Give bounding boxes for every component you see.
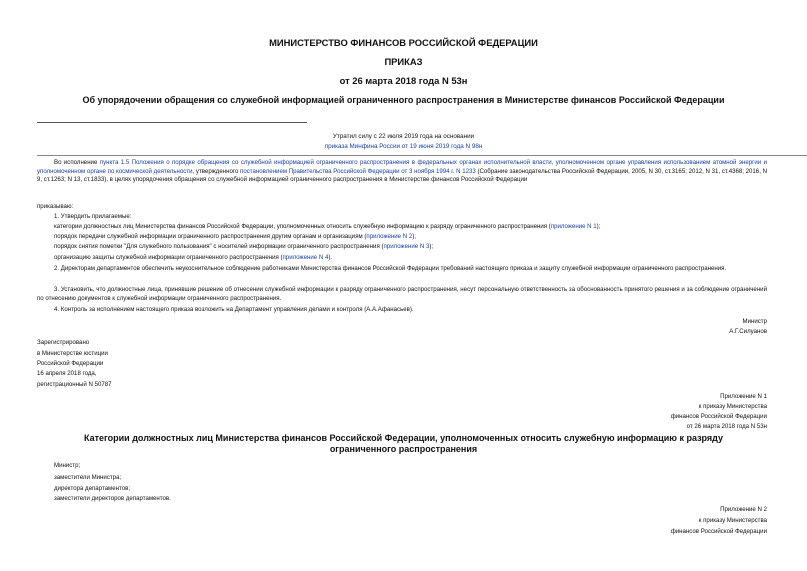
item-text: ). bbox=[328, 254, 333, 261]
document-title: Об упорядочении обращения со служебной информацией ограниченного распространения в Министерстве финансов Российской Федерации bbox=[82, 95, 725, 105]
appendix-4-link[interactable]: приложение N 4 bbox=[282, 254, 329, 261]
item-1b bbox=[54, 233, 416, 242]
item-text: организацию защиты служебной информации ограниченного распространения ( bbox=[54, 254, 283, 261]
item-text: порядок снятия пометки "Для служебного пользования" с носителей информации ограниченного распространения ( bbox=[54, 243, 384, 250]
item-1: 1. Утвердить прилагаемые: bbox=[54, 213, 132, 220]
appendix-1-label: Приложение N 1 bbox=[720, 393, 767, 400]
registration-line: Зарегистрировано bbox=[37, 339, 90, 346]
divider bbox=[37, 122, 307, 123]
list-item: директора департаментов; bbox=[54, 485, 131, 492]
registration-line: в Министерстве юстиции bbox=[37, 350, 108, 357]
item-1a bbox=[54, 223, 600, 232]
preamble-text: , утвержденного bbox=[192, 167, 241, 175]
item-text: категории должностных лиц Министерства финансов Российской Федерации, уполномоченных относить служебную информацию к разряду ограниченного распространения ( bbox=[54, 223, 551, 230]
ministry-heading: МИНИСТЕРСТВО ФИНАНСОВ РОССИЙСКОЙ ФЕДЕРАЦИИ bbox=[269, 37, 538, 48]
preamble-text: (Собрание законодательства Российской Федерации, 2005, N 30, ст.3165; 2012, N 31, ст.4368; 2016, N 9, ст.1263; N 13, ст.1833), в целях упорядочения обращения со служебной информацией ограниченного распространения в Министерстве финансов Российской Федерации bbox=[37, 167, 767, 184]
status-note: Утратил силу с 22 июля 2019 года на основании bbox=[332, 133, 475, 140]
item-text: порядок передачи служебной информации ограниченного распространения другим органам и организациям ( bbox=[54, 233, 367, 240]
divider bbox=[37, 155, 807, 156]
signature-name: А.Г.Силуанов bbox=[729, 328, 767, 335]
appendix-2-ref: финансов Российской Федерации bbox=[670, 528, 767, 535]
order-word: приказываю: bbox=[37, 203, 74, 210]
appendix-1-ref: финансов Российской Федерации bbox=[670, 413, 767, 420]
document-date: от 26 марта 2018 года N 53н bbox=[339, 75, 468, 86]
appendix-1-ref: к приказу Министерства bbox=[698, 403, 767, 410]
appendix-2-link[interactable]: приложение N 2 bbox=[366, 233, 413, 240]
appendix-3-link[interactable]: приложение N 3 bbox=[383, 243, 430, 250]
list-item: Министр; bbox=[54, 462, 81, 469]
preamble-paragraph bbox=[37, 159, 767, 185]
item-text: ); bbox=[412, 233, 416, 240]
item-text: ); bbox=[429, 243, 434, 250]
item-1c bbox=[54, 243, 433, 252]
registration-number: регистрационный N 50787 bbox=[37, 381, 112, 388]
list-item: заместители Министра; bbox=[54, 474, 122, 481]
appendix-1-date: от 26 марта 2018 года N 53н bbox=[686, 423, 767, 430]
appendix-2-ref: к приказу Министерства bbox=[698, 517, 767, 524]
item-2: 2. Директорам департаментов обеспечить неукоснительное соблюдение работниками Министерства финансов Российской Федерации требований настоящего приказа и защиту служебной информации ограниченного распространения. bbox=[54, 265, 727, 272]
list-item: заместители директоров департаментов. bbox=[54, 495, 171, 502]
registration-date: 16 апреля 2018 года, bbox=[37, 370, 97, 377]
appendix-1-title: Категории должностных лиц Министерства финансов Российской Федерации, уполномоченных относить служебную информацию к разряду ограниченного распространения bbox=[84, 433, 723, 454]
appendix-1-link[interactable]: приложение N 1 bbox=[550, 223, 597, 230]
status-link[interactable]: приказа Минфина России от 19 июня 2019 года N 98н bbox=[324, 143, 483, 150]
document-type: ПРИКАЗ bbox=[384, 56, 423, 67]
regulation-link[interactable]: пункта 1.5 Положения о порядке обращения со служебной информацией ограниченного распространения в федеральных органах исполнительной власти, уполномоченном органе управления использованием атомной энергии и уполномоченном органе по космической деятельности bbox=[37, 159, 767, 175]
preamble-text: Во исполнение bbox=[54, 159, 100, 166]
item-3: 3. Установить, что должностные лица, принявшие решение об отнесении служебной информации к разряду ограниченного распространения, несут персональную ответственность за обоснованность принятого решения и за соблюдение ограничений по отнесению документов к служебной информации ограниченного распространения. bbox=[37, 286, 767, 302]
signature-position: Министр bbox=[742, 318, 767, 325]
appendix-2-label: Приложение N 2 bbox=[720, 506, 767, 513]
registration-line: Российской Федерации bbox=[37, 360, 104, 367]
item-1d bbox=[54, 254, 332, 263]
item-4: 4. Контроль за исполнением настоящего приказа возложить на Департамент управления делами и контроля (А.А.Афанасьев). bbox=[54, 306, 414, 313]
item-text: ); bbox=[596, 223, 601, 230]
government-decree-link[interactable]: постановлением Правительства Российской Федерации от 3 ноября 1994 г. N 1233 bbox=[240, 167, 476, 175]
